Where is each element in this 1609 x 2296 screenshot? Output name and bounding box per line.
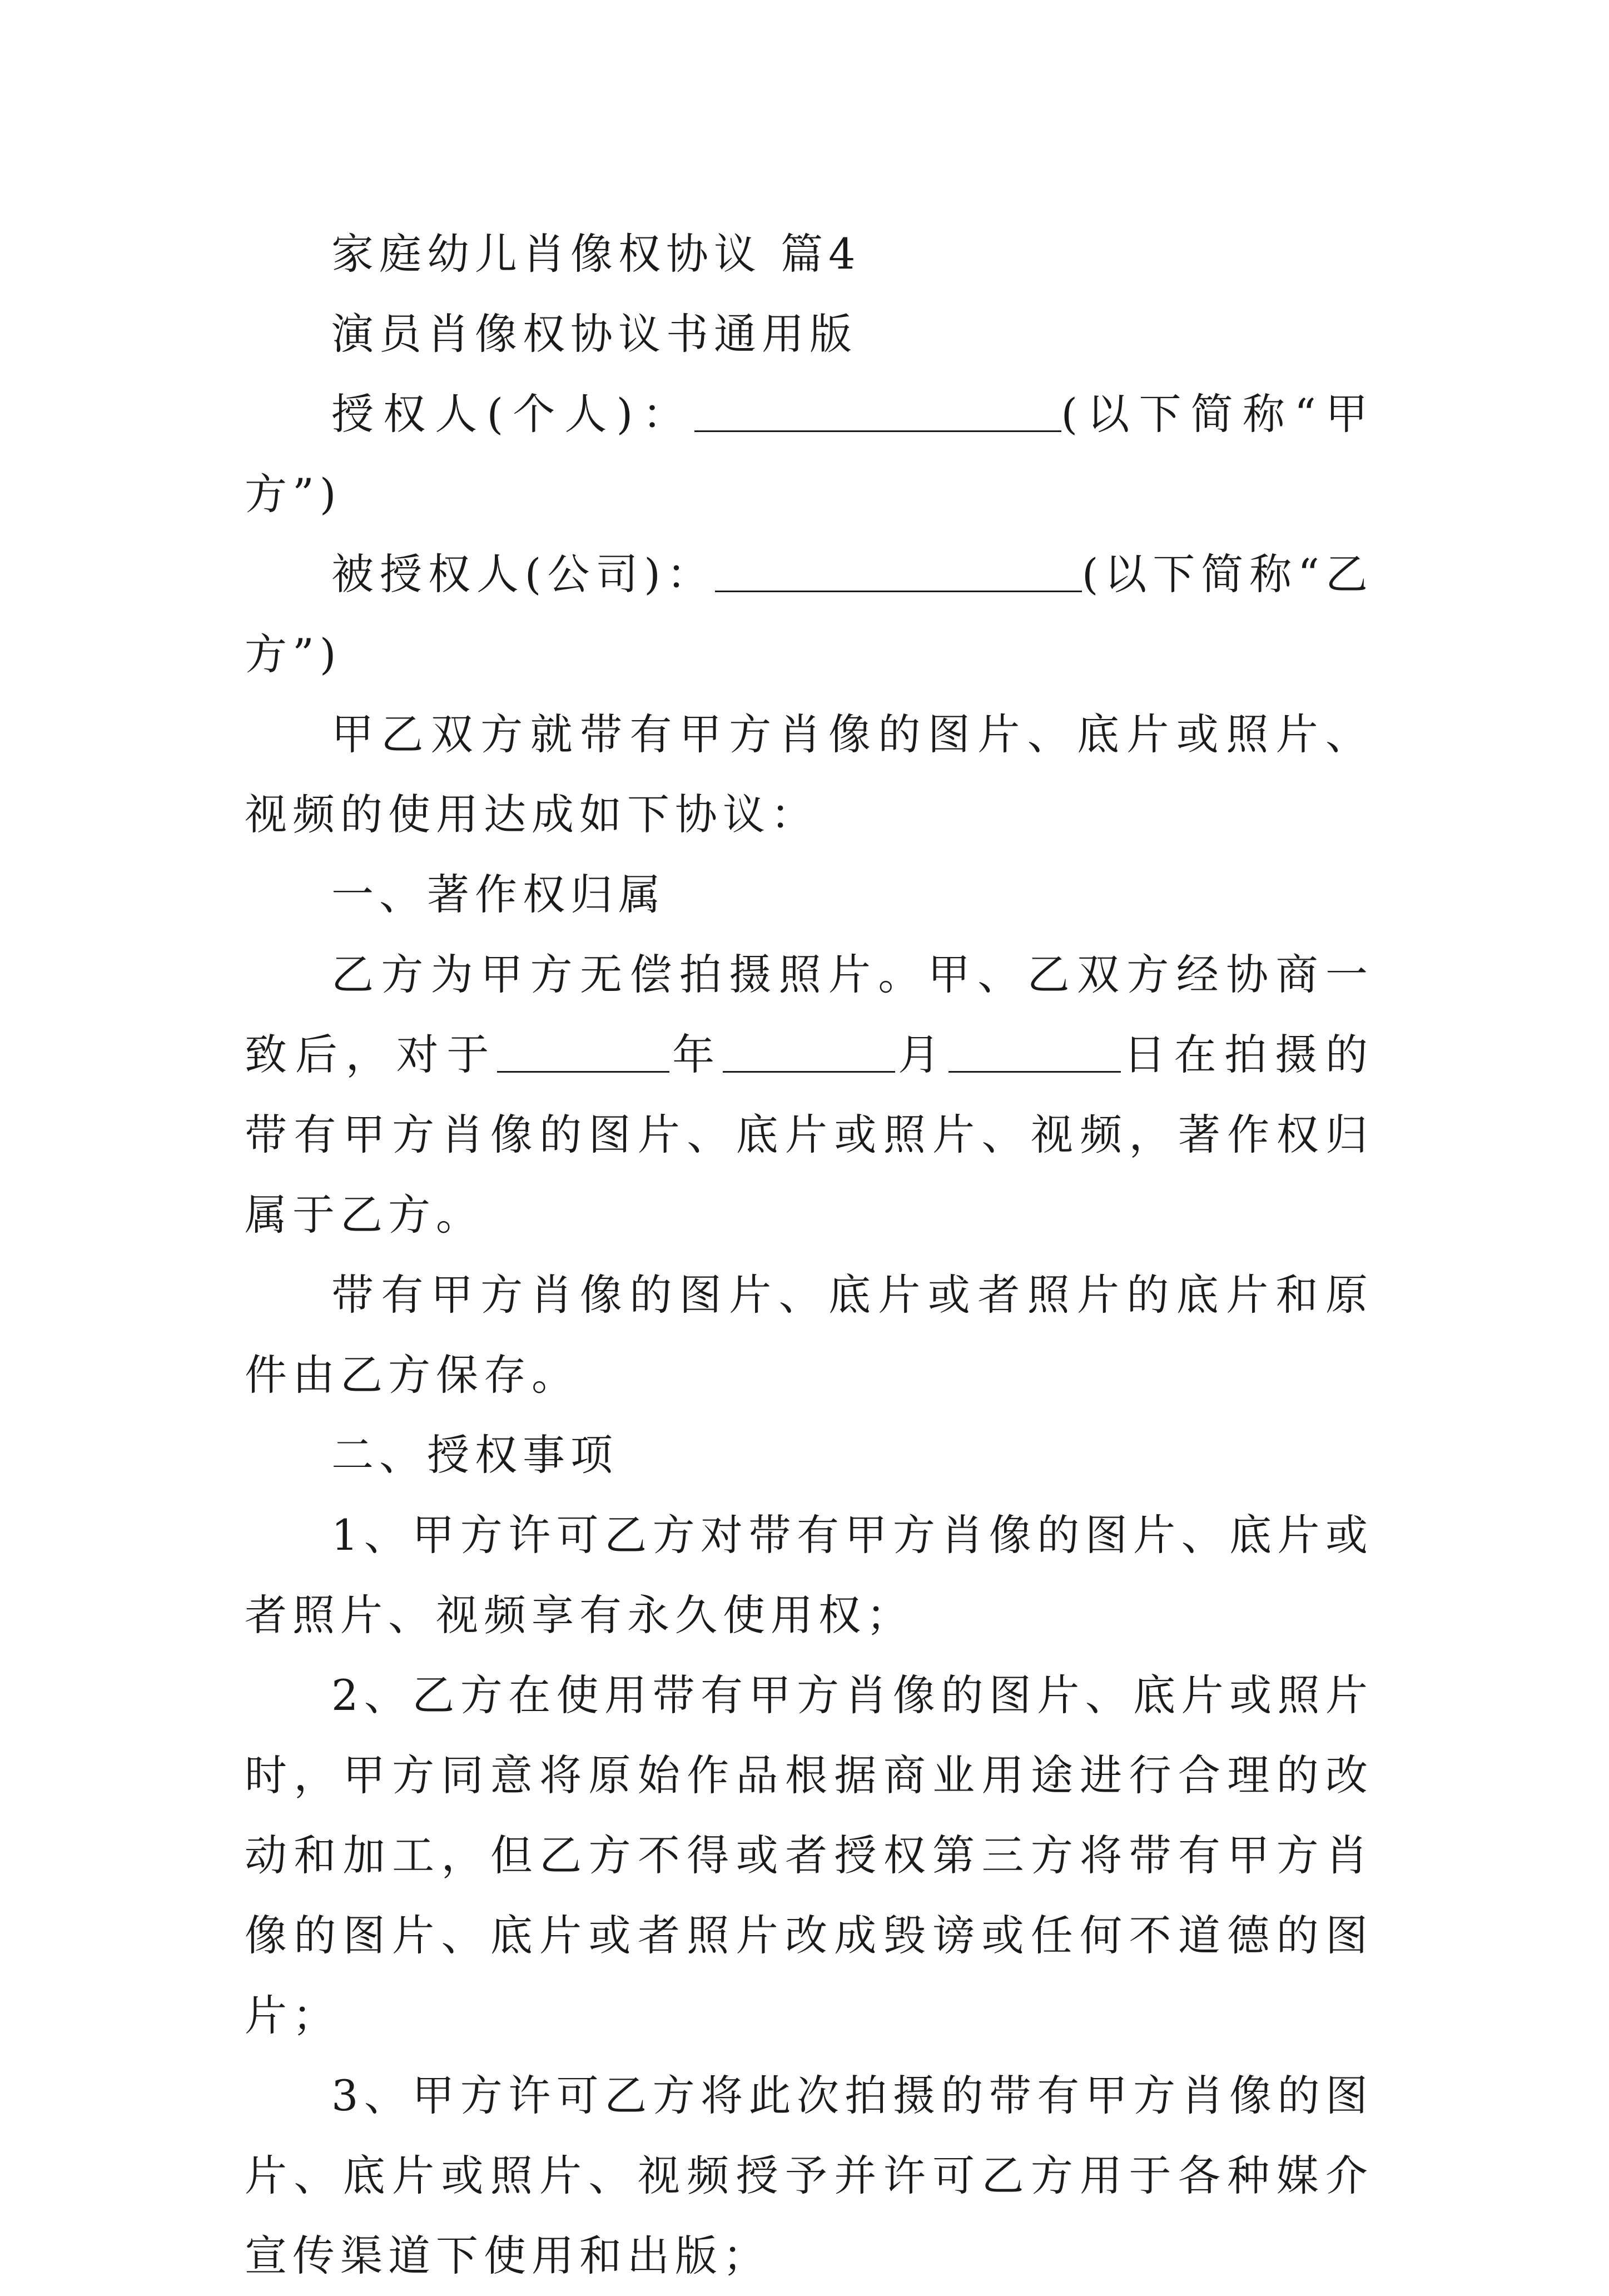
section-2-item-1: 1、甲方许可乙方对带有甲方肖像的图片、底片或者照片、视频享有永久使用权； xyxy=(245,1510,1373,1640)
party-b-label: 被授权人(公司)： xyxy=(331,549,715,599)
party-a-label: 授权人(个人)： xyxy=(331,389,694,439)
day-blank[interactable] xyxy=(948,1035,1121,1073)
party-a-name-blank[interactable] xyxy=(694,395,1061,432)
section-2-title: 二、授权事项 xyxy=(331,1430,618,1480)
section-1-text-before-date: 乙方为甲方无偿拍摄照片。甲、乙双方经协商一致后，对于 xyxy=(245,950,1373,1079)
section-2-item-2: 2、乙方在使用带有甲方肖像的图片、底片或照片时，甲方同意将原始作品根据商业用途进行合理的改动和加工，但乙方不得或者授权第三方将带有甲方肖像的图片、底片或者照片改成毁谤或任何不道德的图片； xyxy=(245,1670,1373,2040)
party-b-line xyxy=(245,534,1373,695)
year-label: 年 xyxy=(669,1030,723,1079)
section-1-paragraph-2: 带有甲方肖像的图片、底片或者照片的底片和原件由乙方保存。 xyxy=(245,1270,1373,1400)
section-1-text-after-date: 日在拍摄的带有甲方肖像的图片、底片或照片、视频，著作权归属于乙方。 xyxy=(245,1030,1374,1239)
month-blank[interactable] xyxy=(723,1035,895,1073)
section-1-paragraph-1 xyxy=(245,935,1373,1255)
party-b-name-blank[interactable] xyxy=(715,555,1082,592)
intro-paragraph: 甲乙双方就带有甲方肖像的图片、底片或照片、视频的使用达成如下协议： xyxy=(245,710,1373,839)
section-1-title: 一、著作权归属 xyxy=(331,870,666,919)
document-body xyxy=(245,214,1373,2296)
document-subtitle: 演员肖像权协议书通用版 xyxy=(331,309,857,359)
party-b-suffix: (以下简称“乙方”) xyxy=(245,549,1373,679)
document-heading: 家庭幼儿肖像权协议 篇4 xyxy=(331,229,861,279)
party-a-suffix: (以下简称“甲方”) xyxy=(245,389,1373,519)
party-a-line xyxy=(245,374,1373,534)
month-label: 月 xyxy=(895,1030,948,1079)
year-blank[interactable] xyxy=(497,1035,669,1073)
section-2-item-3: 3、甲方许可乙方将此次拍摄的带有甲方肖像的图片、底片或照片、视频授予并许可乙方用于各种媒介宣传渠道下使用和出版； xyxy=(245,2071,1373,2280)
